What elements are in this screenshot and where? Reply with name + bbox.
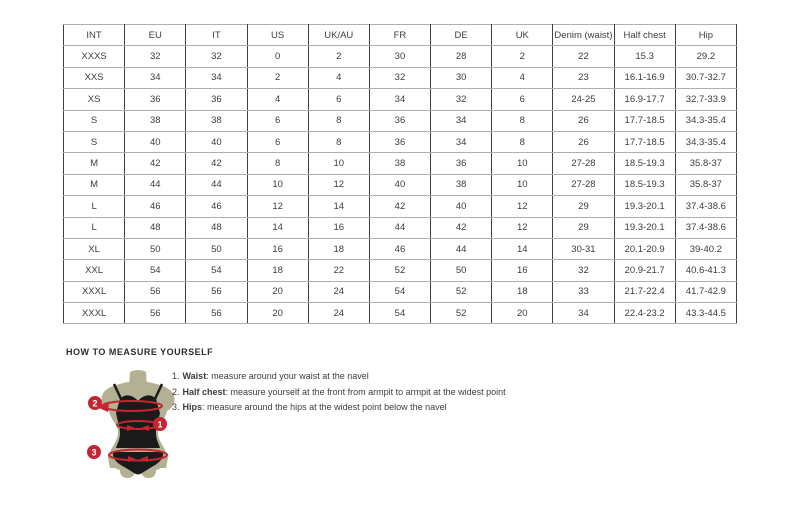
table-cell: 46 xyxy=(369,238,430,259)
instruction-number: 2. xyxy=(172,386,180,397)
table-cell: 34 xyxy=(369,89,430,110)
table-row xyxy=(64,67,737,88)
table-cell: 42 xyxy=(431,217,492,238)
table-cell: 8 xyxy=(247,153,308,174)
table-cell: 34 xyxy=(125,67,186,88)
table-cell: 18 xyxy=(492,281,553,302)
table-cell: 36 xyxy=(369,110,430,131)
table-cell: 52 xyxy=(431,303,492,324)
table-cell: 56 xyxy=(125,303,186,324)
table-cell: 19.3-20.1 xyxy=(614,217,675,238)
table-cell: 32 xyxy=(553,260,614,281)
table-cell: 56 xyxy=(125,281,186,302)
table-cell: 16 xyxy=(492,260,553,281)
table-cell: 29 xyxy=(553,217,614,238)
table-cell: 17.7-18.5 xyxy=(614,110,675,131)
size-chart-body xyxy=(64,46,737,324)
table-cell: 54 xyxy=(186,260,247,281)
column-header: UK xyxy=(492,25,553,46)
table-cell: 40 xyxy=(431,196,492,217)
table-cell: 18.5-19.3 xyxy=(614,153,675,174)
table-row xyxy=(64,174,737,195)
table-row xyxy=(64,131,737,152)
table-row xyxy=(64,303,737,324)
table-cell: 0 xyxy=(247,46,308,67)
table-cell: 48 xyxy=(186,217,247,238)
instruction-half-chest xyxy=(172,385,506,401)
table-cell: 18 xyxy=(247,260,308,281)
column-header: Half chest xyxy=(614,25,675,46)
table-cell: XXXL xyxy=(64,281,125,302)
column-header: Denim (waist) xyxy=(553,25,614,46)
table-cell: 6 xyxy=(247,110,308,131)
table-cell: 32 xyxy=(431,89,492,110)
table-cell: 43.3-44.5 xyxy=(675,303,736,324)
instruction-label: Hips xyxy=(182,402,203,413)
table-cell: 38 xyxy=(125,110,186,131)
table-row xyxy=(64,153,737,174)
table-cell: 34 xyxy=(553,303,614,324)
instruction-label: Waist xyxy=(182,371,207,381)
instruction-label: Half chest xyxy=(182,386,226,397)
table-cell: 50 xyxy=(431,260,492,281)
table-cell: 52 xyxy=(431,281,492,302)
table-cell: 4 xyxy=(247,89,308,110)
table-cell: 37.4-38.6 xyxy=(675,217,736,238)
table-cell: 22.4-23.2 xyxy=(614,303,675,324)
table-row xyxy=(64,110,737,131)
table-cell: 4 xyxy=(492,67,553,88)
table-cell: 30-31 xyxy=(553,238,614,259)
column-header: US xyxy=(247,25,308,46)
table-cell: 6 xyxy=(247,131,308,152)
instruction-number: 3. xyxy=(172,402,180,413)
table-cell: 12 xyxy=(247,196,308,217)
table-cell: 14 xyxy=(308,196,369,217)
table-row xyxy=(64,260,737,281)
table-cell: 32 xyxy=(125,46,186,67)
table-cell: 6 xyxy=(308,89,369,110)
table-row xyxy=(64,217,737,238)
table-cell: 10 xyxy=(247,174,308,195)
column-header: Hip xyxy=(675,25,736,46)
table-cell: 18 xyxy=(308,238,369,259)
size-chart-section xyxy=(63,24,737,324)
table-cell: 54 xyxy=(369,281,430,302)
table-cell: 46 xyxy=(186,196,247,217)
table-cell: 14 xyxy=(247,217,308,238)
table-cell: 8 xyxy=(308,131,369,152)
size-chart-table xyxy=(63,24,737,324)
table-cell: 10 xyxy=(308,153,369,174)
table-cell: 18.5-19.3 xyxy=(614,174,675,195)
table-cell: 40.6-41.3 xyxy=(675,260,736,281)
instruction-hips xyxy=(172,400,506,416)
column-header: INT xyxy=(64,25,125,46)
table-cell: 36 xyxy=(186,89,247,110)
table-cell: 38 xyxy=(186,110,247,131)
table-cell: 6 xyxy=(492,89,553,110)
table-cell: 29.2 xyxy=(675,46,736,67)
column-header: IT xyxy=(186,25,247,46)
table-cell: 16 xyxy=(247,238,308,259)
table-cell: 40 xyxy=(186,131,247,152)
table-cell: 2 xyxy=(308,46,369,67)
table-cell: 56 xyxy=(186,303,247,324)
table-cell: M xyxy=(64,174,125,195)
table-cell: 10 xyxy=(492,153,553,174)
instruction-text: : measure around the hips at the widest point below the navel xyxy=(202,402,447,413)
badge-chest-number: 2 xyxy=(92,398,98,409)
column-header: UK/AU xyxy=(308,25,369,46)
table-cell: 48 xyxy=(125,217,186,238)
table-cell: 44 xyxy=(186,174,247,195)
table-cell: 22 xyxy=(308,260,369,281)
table-cell: 20.9-21.7 xyxy=(614,260,675,281)
table-cell: 29 xyxy=(553,196,614,217)
table-cell: 20 xyxy=(247,303,308,324)
table-cell: 24 xyxy=(308,281,369,302)
table-cell: 27-28 xyxy=(553,153,614,174)
table-cell: 2 xyxy=(492,46,553,67)
table-cell: 20 xyxy=(492,303,553,324)
table-cell: 20.1-20.9 xyxy=(614,238,675,259)
table-cell: 12 xyxy=(492,196,553,217)
table-cell: 26 xyxy=(553,131,614,152)
table-cell: M xyxy=(64,153,125,174)
table-cell: L xyxy=(64,217,125,238)
table-cell: 50 xyxy=(125,238,186,259)
column-header: EU xyxy=(125,25,186,46)
table-row xyxy=(64,89,737,110)
table-cell: 16.1-16.9 xyxy=(614,67,675,88)
table-cell: S xyxy=(64,110,125,131)
measure-instructions xyxy=(172,369,506,416)
table-cell: 30 xyxy=(431,67,492,88)
table-cell: 35.8-37 xyxy=(675,174,736,195)
table-cell: 21.7-22.4 xyxy=(614,281,675,302)
table-cell: XXL xyxy=(64,260,125,281)
table-cell: 24-25 xyxy=(553,89,614,110)
table-cell: 20 xyxy=(247,281,308,302)
table-cell: 50 xyxy=(186,238,247,259)
table-cell: 32 xyxy=(369,67,430,88)
table-cell: S xyxy=(64,131,125,152)
table-cell: 40 xyxy=(125,131,186,152)
table-cell: XXS xyxy=(64,67,125,88)
table-cell: 46 xyxy=(125,196,186,217)
badge-waist-number: 1 xyxy=(157,419,163,430)
table-cell: 33 xyxy=(553,281,614,302)
table-cell: 4 xyxy=(308,67,369,88)
table-cell: 36 xyxy=(125,89,186,110)
table-cell: 8 xyxy=(492,131,553,152)
table-cell: 34 xyxy=(186,67,247,88)
table-cell: 42 xyxy=(125,153,186,174)
table-row xyxy=(64,196,737,217)
table-cell: L xyxy=(64,196,125,217)
table-cell: 32 xyxy=(186,46,247,67)
table-cell: 40 xyxy=(369,174,430,195)
table-cell: XL xyxy=(64,238,125,259)
table-cell: 10 xyxy=(492,174,553,195)
table-cell: 54 xyxy=(369,303,430,324)
table-cell: 16 xyxy=(308,217,369,238)
table-cell: 32.7-33.9 xyxy=(675,89,736,110)
table-cell: 26 xyxy=(553,110,614,131)
table-cell: 19.3-20.1 xyxy=(614,196,675,217)
table-cell: 24 xyxy=(308,303,369,324)
table-cell: 52 xyxy=(369,260,430,281)
table-cell: XS xyxy=(64,89,125,110)
table-row xyxy=(64,238,737,259)
table-cell: 38 xyxy=(431,174,492,195)
header-row xyxy=(64,25,737,46)
table-cell: 41.7-42.9 xyxy=(675,281,736,302)
table-cell: 15.3 xyxy=(614,46,675,67)
table-cell: 8 xyxy=(308,110,369,131)
table-row xyxy=(64,281,737,302)
table-cell: 34 xyxy=(431,131,492,152)
column-header: FR xyxy=(369,25,430,46)
table-cell: 36 xyxy=(431,153,492,174)
table-cell: 34.3-35.4 xyxy=(675,110,736,131)
instruction-text: : measure around your waist at the navel xyxy=(206,371,369,381)
table-cell: 34 xyxy=(431,110,492,131)
table-cell: 44 xyxy=(369,217,430,238)
table-cell: 23 xyxy=(553,67,614,88)
table-cell: 42 xyxy=(186,153,247,174)
table-cell: XXXS xyxy=(64,46,125,67)
table-cell: 37.4-38.6 xyxy=(675,196,736,217)
table-cell: 14 xyxy=(492,238,553,259)
instruction-waist xyxy=(172,369,506,385)
table-cell: 56 xyxy=(186,281,247,302)
table-cell: 44 xyxy=(431,238,492,259)
table-cell: 42 xyxy=(369,196,430,217)
badge-hips-number: 3 xyxy=(91,447,97,458)
measure-heading: HOW TO MEASURE YOURSELF xyxy=(66,347,214,357)
instruction-text: : measure yourself at the front from armpit to armpit at the widest point xyxy=(225,386,506,397)
table-cell: 54 xyxy=(125,260,186,281)
table-cell: XXXL xyxy=(64,303,125,324)
table-cell: 17.7-18.5 xyxy=(614,131,675,152)
table-cell: 16.9-17.7 xyxy=(614,89,675,110)
table-cell: 27-28 xyxy=(553,174,614,195)
table-cell: 22 xyxy=(553,46,614,67)
table-cell: 34.3-35.4 xyxy=(675,131,736,152)
table-cell: 2 xyxy=(247,67,308,88)
table-cell: 30 xyxy=(369,46,430,67)
table-cell: 12 xyxy=(492,217,553,238)
size-chart-header xyxy=(64,25,737,46)
table-cell: 39-40.2 xyxy=(675,238,736,259)
instruction-number: 1. xyxy=(172,371,180,381)
column-header: DE xyxy=(431,25,492,46)
table-row xyxy=(64,46,737,67)
table-cell: 28 xyxy=(431,46,492,67)
table-cell: 38 xyxy=(369,153,430,174)
table-cell: 12 xyxy=(308,174,369,195)
table-cell: 36 xyxy=(369,131,430,152)
table-cell: 8 xyxy=(492,110,553,131)
table-cell: 35.8-37 xyxy=(675,153,736,174)
table-cell: 30.7-32.7 xyxy=(675,67,736,88)
table-cell: 44 xyxy=(125,174,186,195)
